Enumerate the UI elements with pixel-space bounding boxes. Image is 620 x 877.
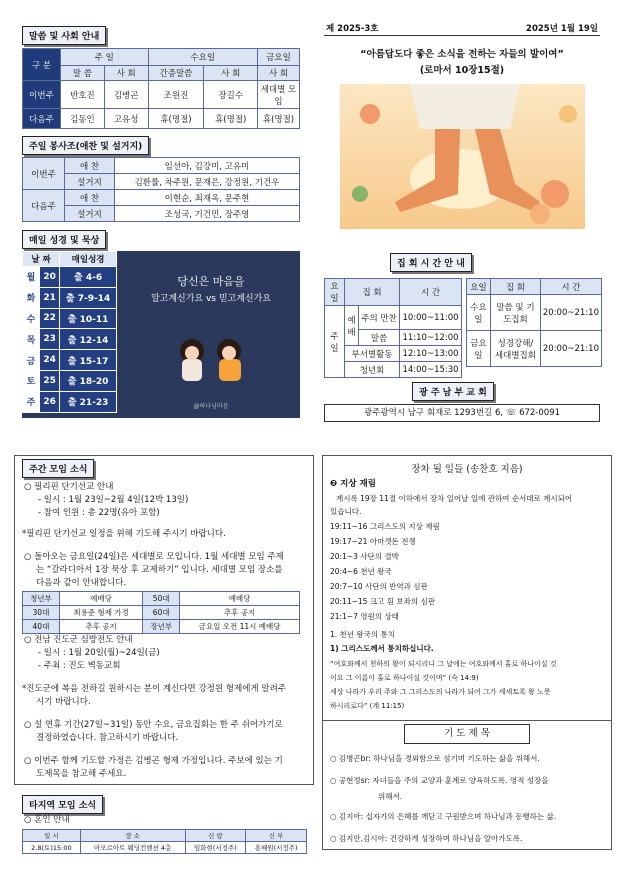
reading: 출 18-20 [60,370,117,391]
header-reading: 매일성경 [60,252,117,267]
meeting: 성경강해/ 세대별집회 [491,331,541,367]
header-fri-emcee: 사 회 [258,66,300,81]
cell: 휴(명절) [258,109,300,129]
date: 26 [40,391,60,412]
cell: 홍혜원(서정주) [246,842,307,854]
church-name: 광 주 남 부 교 회 [412,382,494,401]
cell: 청년부 [23,592,60,606]
reading: 출 21-23 [60,391,117,412]
news-line: ○ 이번주 함께 기도할 가정은 김병곤 형제 가정입니다. 주보에 있는 기 [24,756,283,766]
header-meeting: 집 회 [491,279,541,295]
image-text-2: 알고계신가요 vs 믿고계신가요 [150,294,272,304]
future-quote: 하시리로다” (계 11:15) [330,702,405,710]
news-line: - 참여 인원 : 총 22명(유아 포함) [38,508,160,518]
day-sunday: 주일 [325,306,345,378]
news-line: 도제목을 참고해 주세요. [36,769,127,779]
header-sermon: 말 씀 [61,66,105,81]
day: 목 [23,329,40,350]
header-fri: 금요일 [258,49,300,66]
header-time: 시 간 [400,279,462,306]
prayer-item: 위해서. [378,792,403,801]
news-line: ○ 설 연휴 기간(27일~31일) 동안 수요, 금요집회는 한 주 쉬어가기로 [24,720,283,730]
service-table [22,157,300,222]
cell: 김병곤 [104,81,148,109]
worship-label: 예배 [345,306,359,346]
day-friday: 금요일 [467,331,491,367]
bible-table [22,251,117,413]
cell: 반호진 [61,81,105,109]
header-day: 요일 [325,279,345,306]
future-heading: ❷ 지상 재림 [330,479,376,489]
role: 설거지 [65,206,115,222]
cell: 장길수 [204,81,258,109]
meeting: 주의 만찬 [359,306,400,330]
day: 화 [23,287,40,308]
date: 24 [40,350,60,371]
group-location-table [22,591,300,634]
cell: 조원진 [148,81,204,109]
header-wed-emcee: 사 회 [204,66,258,81]
news-line: *필리핀 단기선교 일정을 위해 기도해 주시기 바랍니다. [22,529,226,539]
cell: 50대 [143,592,180,606]
header-meeting: 집 회 [345,279,400,306]
header: 장 소 [80,830,185,842]
prayer-item: ○ 김지아: 십자가의 은혜를 깨닫고 구원받으며 하나님과 동행하는 삶. [330,812,557,821]
cell: 2.8(토)15:00 [23,842,81,854]
bible-panel [22,251,300,418]
cell: 예배당 [180,592,300,606]
news-line: 시기 바랍니다. [36,697,91,707]
time: 11:10~12:00 [400,330,462,346]
news-line: 결정하였습니다. 참고하시기 바랍니다. [36,733,179,743]
news-line: - 일시 : 1월 20일(월)~24일(금) [38,648,160,658]
verse-reference: (로마서 10장15절) [419,65,505,76]
divider [322,720,612,721]
section-title-prayer: 기 도 제 목 [404,724,530,744]
meditation-image [122,251,300,418]
time: 14:00~15:30 [400,362,462,378]
header-sun: 주 일 [61,49,149,66]
cell: 김환률, 차주원, 문재은, 강정원, 기건우 [115,174,300,190]
role: 애 찬 [65,158,115,174]
weekday-meetings-table [466,278,602,367]
news-line: *진도군에 복음 전하길 원하시는 분이 계신다면 강정원 형제에게 알려주 [22,684,286,694]
cell: 40대 [23,620,60,634]
future-line: 계시록 19장 11절 이하에서 장차 일어날 일에 관하여 순서대로 계시되어 [336,494,573,503]
cell: 임선아, 김강미, 고유미 [115,158,300,174]
role: 설거지 [65,174,115,190]
header: 신 랑 [185,830,246,842]
sermon-table [22,48,300,129]
cell: 60대 [143,606,180,620]
reading: 출 15-17 [60,350,117,371]
future-quote: 이요 그 이름이 홀로 하나이실 것이며” (슥 14:9) [330,674,479,682]
cell: 고유성 [104,109,148,129]
future-item: 19:11~16 그리스도의 지상 재림 [330,522,440,531]
cell: 최용준 형제 가정 [59,606,142,620]
day-wednesday: 수요일 [467,295,491,331]
day: 주 [23,391,40,412]
time: 20:00~21:10 [540,295,601,331]
future-quote: 세상 나라가 우리 주와 그 그리스도의 나라가 되어 그가 세세토록 왕 노릇 [330,688,551,696]
wedding-heading: ○ 혼인 안내 [24,815,70,825]
cell: 세대별 모임 [258,81,300,109]
header-time: 시 간 [540,279,601,295]
row-label: 이번주 [23,158,65,190]
future-quote: “여호와께서 천하의 왕이 되시리니 그 날에는 여호와께서 홀로 하나이실 것 [330,660,557,668]
news-line: - 일시 : 1월 23일~2월 4일(12박 13일) [38,495,189,505]
image-credit: @하나님마음 [193,403,229,410]
time: 12:10~13:00 [400,346,462,362]
cell: 김동인 [61,109,105,129]
day: 수 [23,308,40,329]
section-title-future: 장차 될 일들 (송찬호 지음) [411,464,523,475]
feet-illustration [340,84,585,229]
meeting: 청년회 [345,362,400,378]
news-line: 는 “갈라디아서 1장 묵상 후 교제하기” 입니다. 세대별 모임 장소를 [36,565,283,575]
date: 22 [40,308,60,329]
reading: 출 4-6 [60,267,117,288]
cell: 이현순, 최재옥, 문주현 [115,190,300,206]
future-item: 19:17~21 아마겟돈 전쟁 [330,537,416,546]
date: 25 [40,370,60,391]
section-title-news: 주간 모임 소식 [22,459,94,478]
sunday-meetings-table [324,278,462,378]
section-title-other: 타지역 모임 소식 [22,795,103,814]
news-line: - 주최 : 진도 벽동교회 [38,661,121,671]
row-label: 이번주 [23,81,61,109]
cell: 예배당 [59,592,142,606]
future-item: 21:1~7 영원의 상태 [330,612,399,621]
future-bold: 1) 그리스도께서 통치하십니다. [330,644,434,653]
header-date: 날 짜 [23,252,60,267]
row-label: 다음주 [23,109,61,129]
news-line: ○ 전남 진도군 심방전도 안내 [24,635,133,645]
issue-number: 제 2025-3호 [326,24,379,34]
future-item: 20:7~10 사단의 반역과 심판 [330,582,428,591]
reading: 출 12-14 [60,329,117,350]
section-title-bible: 매일 성경 및 묵상 [22,230,106,249]
future-item: 20:11~15 크고 흰 보좌의 심판 [330,597,435,606]
col-group: 구 분 [23,49,61,81]
meeting: 말씀 및 기도집회 [491,295,541,331]
wedding-table [22,829,307,854]
meeting: 부서별활동 [345,346,400,362]
issue-header [324,22,600,36]
news-line: ○ 필리핀 단기선교 안내 [24,482,114,492]
cell: 휴(명절) [148,109,204,129]
image-text-1: 당신은 마음을 [177,275,245,288]
news-line: ○ 돌아오는 금요일(24일)은 세대별로 모입니다. 1월 세대별 모임 주제 [24,552,284,562]
cell: 추후 공지 [59,620,142,634]
header-day: 요일 [467,279,491,295]
section-title-meetings: 집 회 시 간 안 내 [390,253,472,272]
header-emcee: 사 회 [104,66,148,81]
date: 21 [40,287,60,308]
cell: 조성국, 기건민, 장주영 [115,206,300,222]
header: 일 시 [23,830,81,842]
future-item: 20:4~6 천년 왕국 [330,567,392,576]
section-title-sermon: 말씀 및 사회 안내 [22,26,106,45]
date: 23 [40,329,60,350]
day: 토 [23,370,40,391]
header: 신 부 [246,830,307,842]
cell: 금요일 오전 11시 예배당 [180,620,300,634]
prayer-item: ○ 공현정sr: 자녀들을 주의 교양과 훈계로 양육하도록. 영적 성장을 [330,776,549,785]
reading: 출 7-9-14 [60,287,117,308]
news-line: 다음과 같이 안내합니다. [36,578,127,588]
cell: 임화현(서정주) [185,842,246,854]
meeting: 말씀 [359,330,400,346]
date: 20 [40,267,60,288]
children-illustration [167,329,257,389]
prayer-item: ○ 김지안,김시아: 건강하게 성장하며 하나님을 알아가도록. [330,834,523,843]
cell: 추후 공지 [180,606,300,620]
cell: 휴(명절) [204,109,258,129]
cell: 30대 [23,606,60,620]
time: 20:00~21:10 [540,331,601,367]
header-wed-sermon: 간증말씀 [148,66,204,81]
day: 월 [23,267,40,288]
future-line: 있습니다. [330,507,362,516]
row-label: 다음주 [23,190,65,222]
cell: 아모르아트 웨딩컨벤션 4층 [80,842,185,854]
issue-date: 2025년 1월 19일 [526,24,598,34]
role: 애 찬 [65,190,115,206]
time: 10:00~11:00 [400,306,462,330]
church-address: 광주광역시 남구 회재로 1293번길 6, ☏ 672-0091 [324,404,600,422]
header-wed: 수요일 [148,49,257,66]
section-title-service: 주일 봉사조(애찬 및 설거지) [22,136,149,155]
verse-text: “아름답도다 좋은 소식을 전하는 자들의 발이여” [360,49,564,60]
reading: 출 10-11 [60,308,117,329]
future-item: 20:1~3 사단의 결박 [330,552,399,561]
future-subheading: 1. 천년 왕국의 통치 [330,630,396,639]
cell: 장년부 [143,620,180,634]
prayer-item: ○ 김병곤br: 하나님을 경외함으로 섬기며 기도하는 삶을 위해서. [330,754,540,763]
day: 금 [23,350,40,371]
